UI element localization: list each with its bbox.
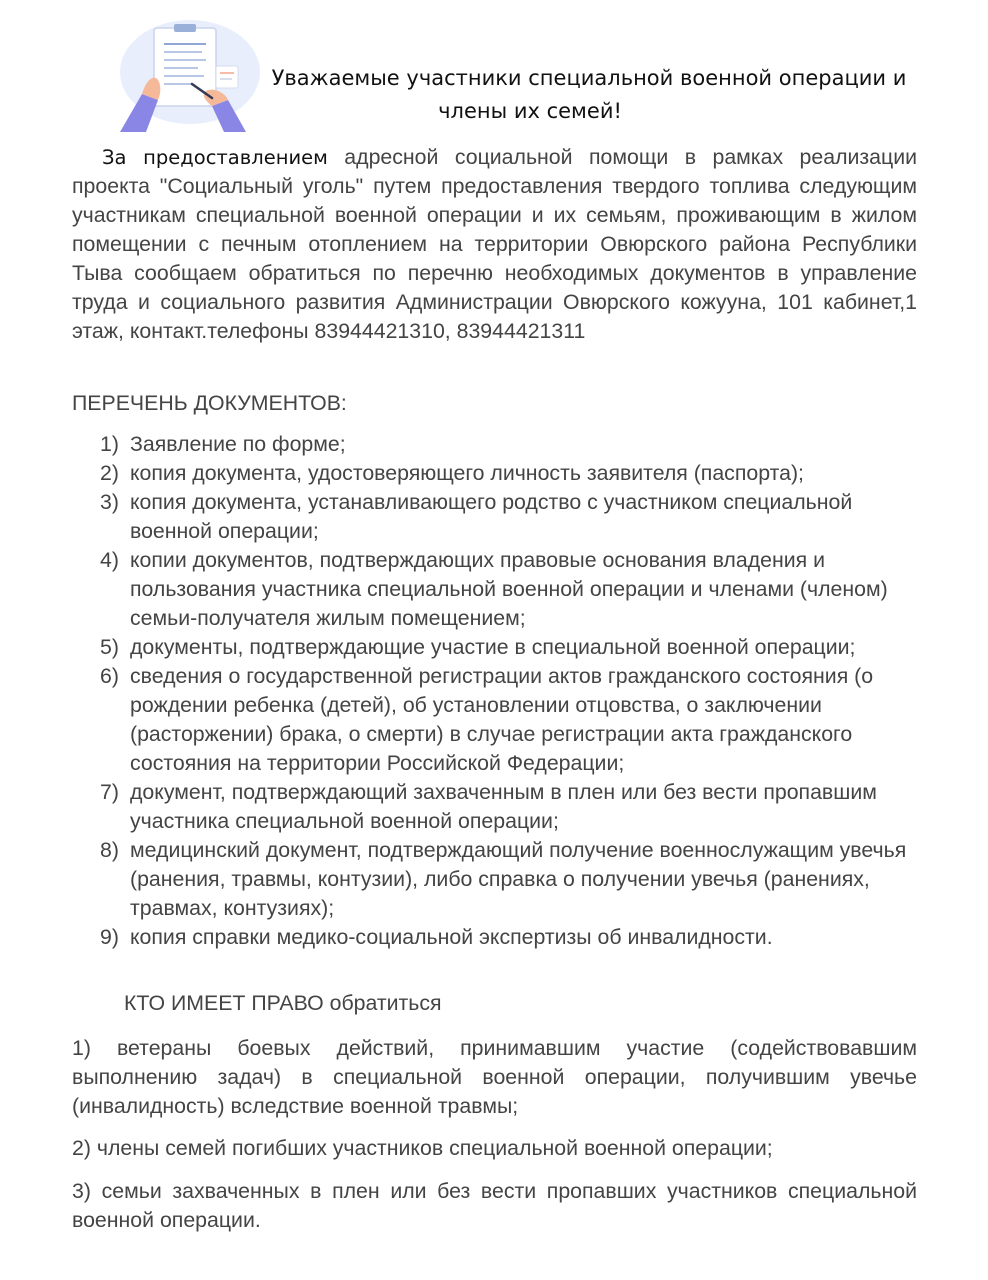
list-item: 6) сведения о государственной регистрации актов гражданского состояния (о рождении ребенка (детей), об установлении отцовства, о заключении (расторжении) брака, о смерти) в случае регистрации акта гражданского состояния на территории Российской Федерации; bbox=[100, 664, 874, 775]
intro-text: адресной социальной помощи в рамках реализации проекта "Социальный уголь" путем предоставления твердого топлива следующим участникам специальной военной операции и их семьям, проживающим в жилом помещении с печным отоплением на территории Овюрского района Республики Тыва сообщаем обратиться по перечню необходимых документов в управление труда и социального развития Администрации Овюрского кожууна, 101 кабинет,1 этаж, контакт.телефоны 83944421310, 83944421311 bbox=[72, 145, 917, 343]
documents-title: ПЕРЕЧЕНЬ ДОКУМЕНТОВ: bbox=[72, 391, 347, 415]
heading-line-2: члены их семей! bbox=[438, 99, 622, 123]
list-item: 3) копия документа, устанавливающего родство с участником специальной военной операции; bbox=[100, 490, 853, 543]
eligibility-title: КТО ИМЕЕТ ПРАВО обратиться bbox=[124, 991, 442, 1015]
announcement-heading bbox=[180, 62, 980, 128]
documents-list bbox=[100, 430, 920, 952]
heading-line-1: Уважаемые участники специальной военной операции и bbox=[271, 66, 907, 90]
intro-lead: За предоставлением bbox=[102, 146, 328, 169]
eligibility-item-3: 3) семьи захваченных в плен или без вести пропавших участников специальной военной операции. bbox=[72, 1179, 917, 1232]
eligibility-item-2: 2) члены семей погибших участников специальной военной операции; bbox=[72, 1136, 773, 1160]
list-item: 8) медицинский документ, подтверждающий получение военнослужащим увечья (ранения, травмы, контузии), либо справка о получении увечья (ранениях, травмах, контузиях); bbox=[100, 838, 907, 920]
list-item: 2) копия документа, удостоверяющего личность заявителя (паспорта); bbox=[100, 461, 804, 485]
list-item: 9) копия справки медико-социальной экспертизы об инвалидности. bbox=[100, 925, 773, 949]
list-item: 4) копии документов, подтверждающих правовые основания владения и пользования участника специальной военной операции и членами (членом) семьи-получателя жилым помещением; bbox=[100, 548, 888, 630]
intro-paragraph bbox=[72, 143, 917, 346]
list-item: 1) Заявление по форме; bbox=[100, 432, 346, 456]
list-item: 5) документы, подтверждающие участие в специальной военной операции; bbox=[100, 635, 856, 659]
eligibility-item-1: 1) ветераны боевых действий, принимавшим участие (содействовавшим выполнению задач) в специальной военной операции, получившим увечье (инвалидность) вследствие военной травмы; bbox=[72, 1036, 917, 1118]
list-item: 7) документ, подтверждающий захваченным в плен или без вести пропавшим участника специальной военной операции; bbox=[100, 780, 877, 833]
